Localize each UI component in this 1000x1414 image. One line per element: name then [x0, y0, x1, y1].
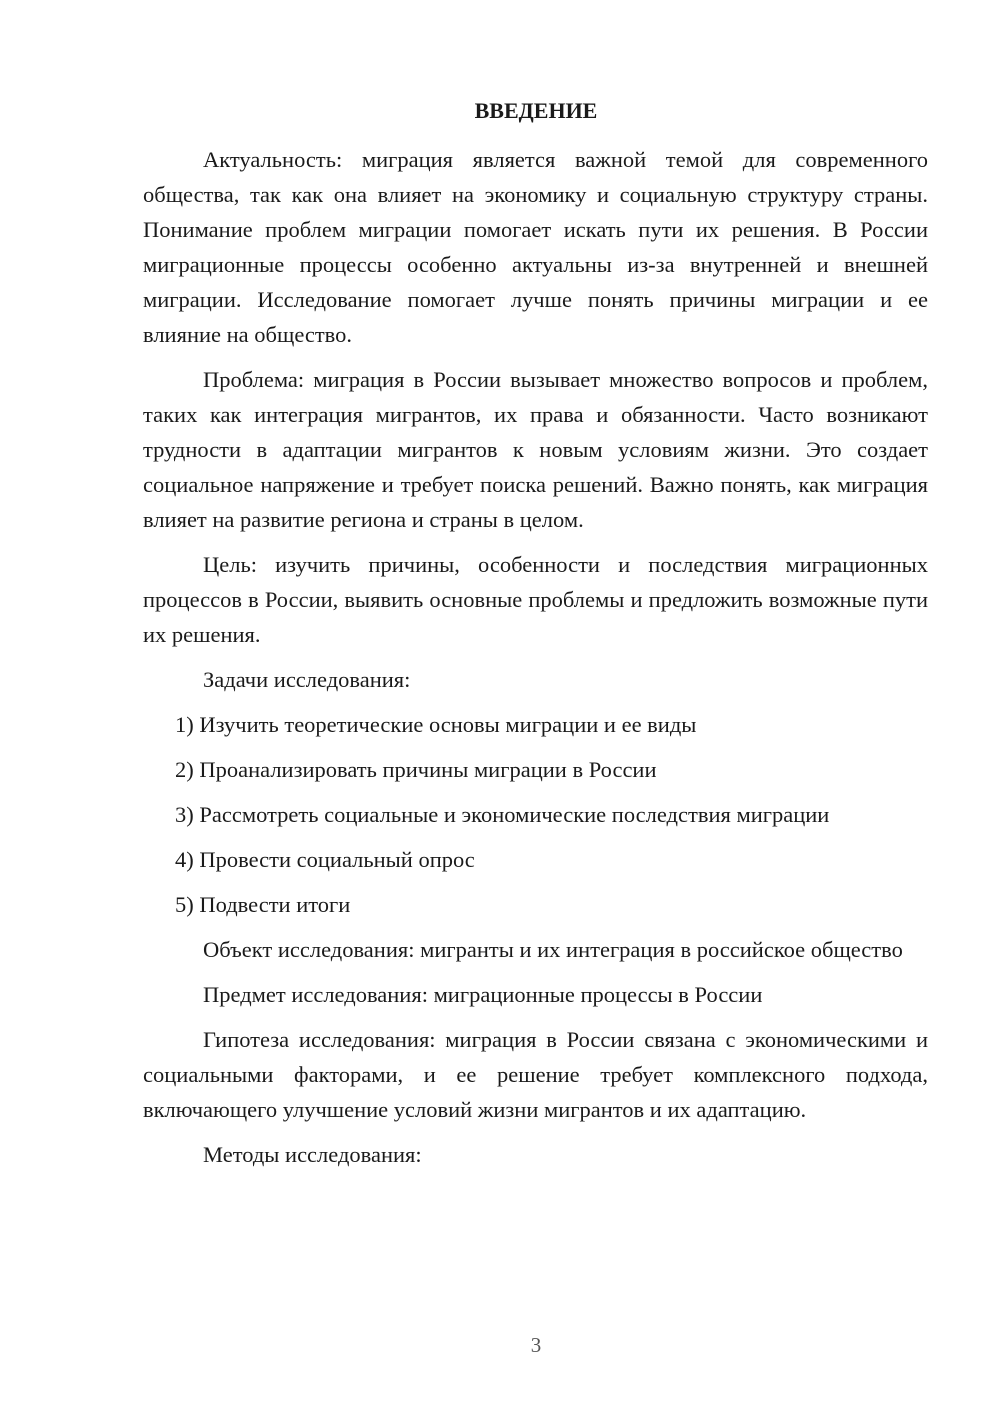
paragraph-relevance: Актуальность: миграция является важной темой для современного общества, так как она влияет на экономику и социальную структуру страны. Понимание проблем миграции помогает искать пути их решения. В России миграционные процессы особенно актуальны из-за внутренней и внешней миграции. Исследование помогает лучше понять причины миграции и ее влияние на общество.: [143, 147, 928, 347]
list-item: 1) Изучить теоретические основы миграции и ее виды: [175, 712, 697, 737]
paragraph-object: Объект исследования: мигранты и их интеграция в российское общество: [203, 937, 903, 962]
list-item: 5) Подвести итоги: [175, 892, 351, 917]
tasks-heading: Задачи исследования:: [203, 667, 411, 692]
paragraph-subject: Предмет исследования: миграционные процессы в России: [203, 982, 763, 1007]
document-body: [143, 142, 928, 1182]
list-item: 2) Проанализировать причины миграции в России: [175, 757, 657, 782]
page-title: ВВЕДЕНИЕ: [474, 98, 598, 123]
methods-heading: Методы исследования:: [203, 1142, 422, 1167]
paragraph-hypothesis: Гипотеза исследования: миграция в России связана с экономическими и социальными факторами, и ее решение требует комплексного подхода, включающего улучшение условий жизни мигрантов и их адаптацию.: [143, 1027, 928, 1122]
paragraph-goal: Цель: изучить причины, особенности и последствия миграционных процессов в России, выявить основные проблемы и предложить возможные пути их решения.: [143, 552, 928, 647]
page-number: 3: [530, 1333, 542, 1357]
list-item: 4) Провести социальный опрос: [175, 847, 475, 872]
list-item: 3) Рассмотреть социальные и экономические последствия миграции: [175, 802, 830, 827]
paragraph-problem: Проблема: миграция в России вызывает множество вопросов и проблем, таких как интеграция мигрантов, их права и обязанности. Часто возникают трудности в адаптации мигрантов к новым условиям жизни. Это создает социальное напряжение и требует поиска решений. Важно понять, как миграция влияет на развитие региона и страны в целом.: [143, 367, 928, 532]
